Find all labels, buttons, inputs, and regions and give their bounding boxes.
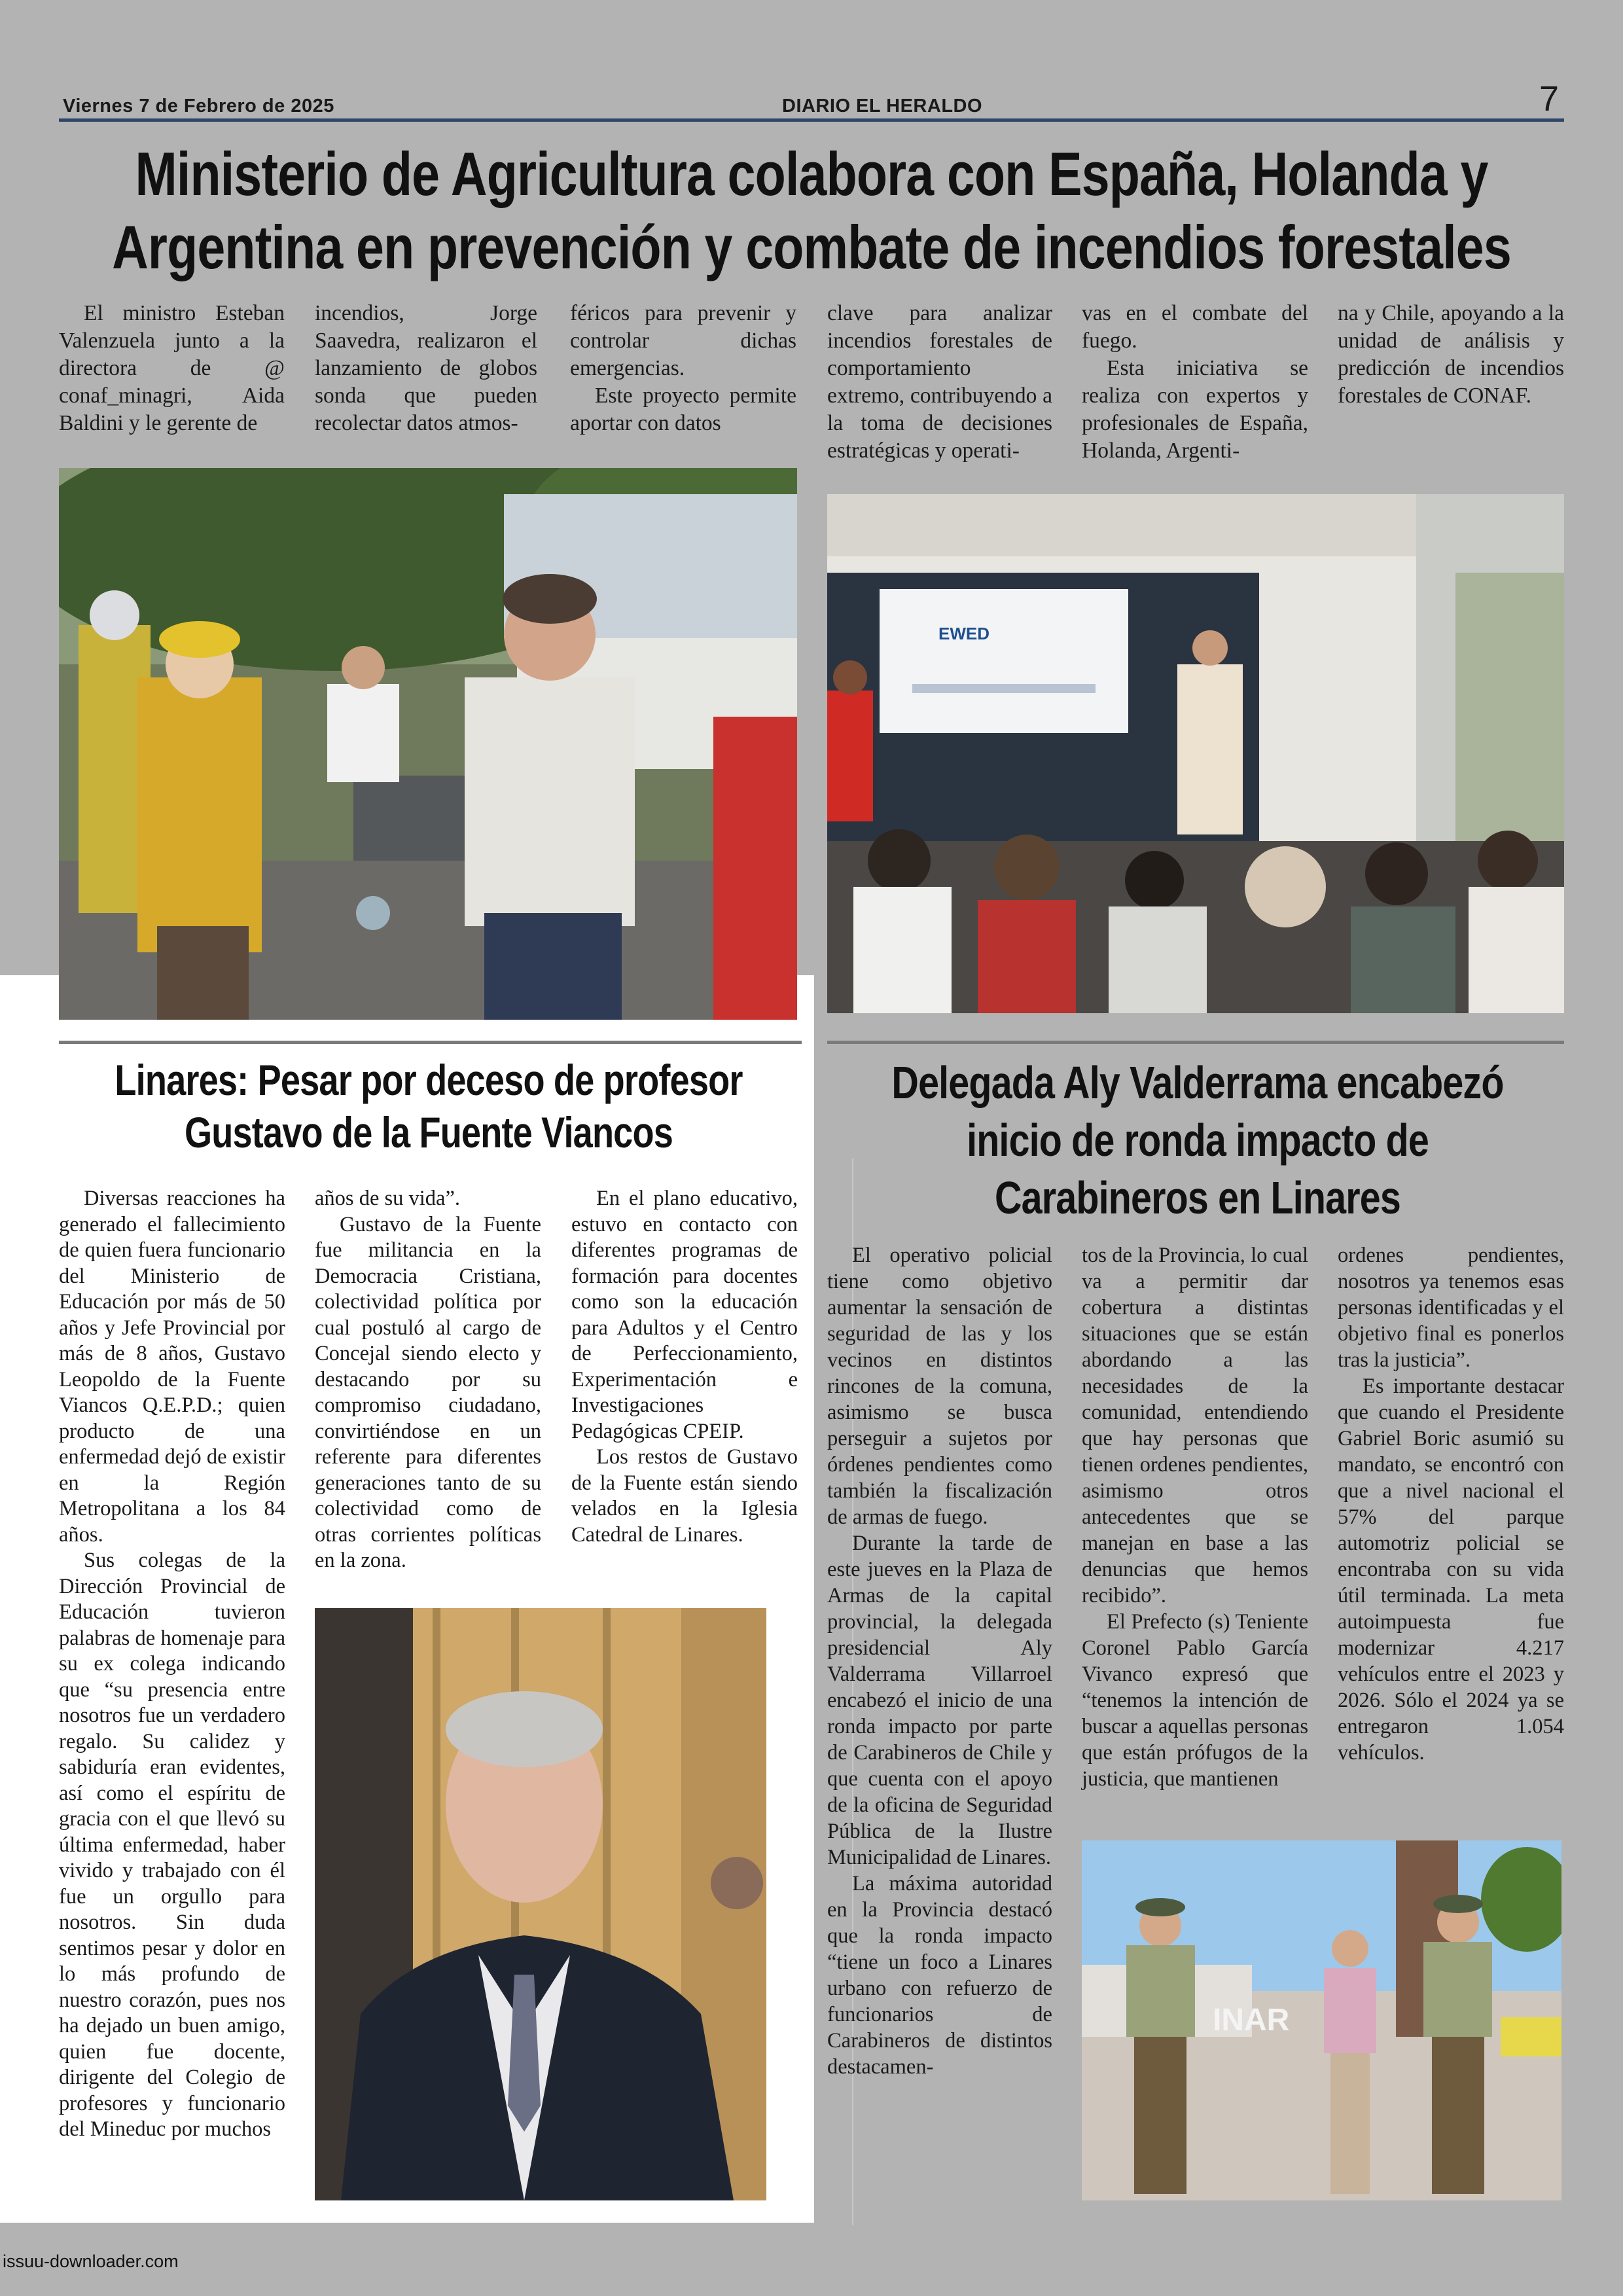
page-number: 7 — [1539, 79, 1560, 118]
linares-article-col-1 — [59, 1186, 285, 2143]
paragraph: Los restos de Gustavo de la Fuente están siendo velados en la Iglesia Catedral de Linares. — [571, 1445, 798, 1547]
newspaper-name: DIARIO EL HERALDO — [782, 96, 983, 117]
paragraph: La máxima autoridad en la Provincia destacó que la ronda impacto “tiene un foco a Linares urbano con refuerzo de funcionarios de Carabineros de distintos destacamen- — [827, 1872, 1052, 2079]
main-article-col-6 — [1338, 300, 1564, 410]
valderrama-headline-line-2: inicio de ronda impacto de — [967, 1115, 1429, 1166]
paragraph: vas en el combate del fuego. — [1082, 301, 1308, 353]
header-rule — [59, 118, 1564, 122]
photo-carabineros-plaza — [1082, 1840, 1561, 2200]
main-article-col-4 — [827, 300, 1052, 465]
paragraph: Esta iniciativa se realiza con expertos y profesionales de España, Holanda, Argenti- — [1082, 356, 1308, 463]
paragraph: féricos para prevenir y controlar dichas emergencias. — [570, 301, 796, 380]
valderrama-headline-line-1: Delegada Aly Valderrama encabezó — [891, 1057, 1504, 1108]
photo-gustavo-de-la-fuente — [315, 1608, 766, 2200]
section-rule-left — [59, 1041, 802, 1044]
paragraph: El ministro Esteban Valenzuela junto a la directora de @ conaf_minagri, Aida Baldini y le gerente de — [59, 301, 285, 435]
paragraph: incendios, Jorge Saavedra, realizaron el lanzamiento de globos sonda que pueden recolectar datos atmos- — [315, 301, 537, 435]
plaza-sign-text: INAR — [1213, 2003, 1290, 2037]
paragraph: Es importante destacar que cuando el Presidente Gabriel Boric asumió su mandato, se encontró con que a nivel nacional el 57% del parque automotriz policial se encontraba con su vida útil terminada. La meta autoimpuesta fue modernizar 4.217 vehículos entre el 2023 y 2026. Sólo el 2024 ya se entregaron 1.054 vehículos. — [1338, 1374, 1564, 1765]
paragraph: Este proyecto permite aportar con datos — [570, 384, 796, 435]
section-rule-right — [827, 1041, 1564, 1044]
paragraph: Durante la tarde de este jueves en la Plaza de Armas de la capital provincial, la delegada presidencial Aly Valderrama Villarroel encabezó el inicio de una ronda impacto por parte de Carabineros de Chile y que cuenta con el apoyo de la oficina de Seguridad Pública de la Ilustre Municipalidad de Linares. — [827, 1532, 1052, 1869]
main-article-col-5 — [1082, 300, 1308, 465]
watermark: issuu-downloader.com — [3, 2251, 179, 2271]
paragraph: tos de la Provincia, lo cual va a permitir dar cobertura a distintas situaciones que se están abordando a las necesidades de la comunidad, entendiendo que hay personas que tienen ordenes pendientes, asimismo otros antecedentes que se manejan en base a las denuncias que hemos recibido”. — [1082, 1244, 1308, 1607]
issue-date: Viernes 7 de Febrero de 2025 — [63, 96, 334, 117]
valderrama-headline-line-3: Carabineros en Linares — [995, 1172, 1400, 1223]
paragraph: clave para analizar incendios forestales de comportamiento extremo, contribuyendo a la toma de decisiones estratégicas y operati- — [827, 301, 1052, 463]
paragraph: Sus colegas de la Dirección Provincial de Educación tuvieron palabras de homenaje para su ex colega indicando que “su presencia entre nosotros fue un verdadero regalo. Su calidez y sabiduría eran evidentes, así como el espíritu de gracia con el que llevó su última enfermedad, haber vivido y trabajado con él fue un orgullo para nosotros. Sin duda sentimos pesar y dolor en lo más profundo de nuestro corazón, pues nos ha dejado un buen amigo, quien fue docente, dirigente del Colegio de profesores y funcionario del Mineduc por muchos — [59, 1549, 285, 2141]
photo-presentation-room — [827, 494, 1564, 1013]
valderrama-headline — [849, 1054, 1546, 1227]
linares-headline-line-1: Linares: Pesar por deceso de profesor — [115, 1056, 743, 1104]
main-headline-line-2: Argentina en prevención y combate de incendios forestales — [112, 213, 1511, 281]
photo-minister-firefighters — [59, 468, 797, 1020]
paragraph: Gustavo de la Fuente fue militancia en la Democracia Cristiana, colectividad política por cual postuló al cargo de Concejal siendo electo y destacando por su compromiso ciudadano, convirtiéndose en un referente para diferentes generaciones tanto de su colectividad como de otras corrientes políticas en la zona. — [315, 1212, 541, 1572]
valderrama-article-col-1 — [827, 1242, 1052, 2080]
paragraph: na y Chile, apoyando a la unidad de análisis y predicción de incendios forestales de CONAF. — [1338, 301, 1564, 408]
paragraph: Diversas reacciones ha generado el fallecimiento de quien fuera funcionario del Ministerio de Educación por más de 50 años y Jefe Provincial por más de 8 años, Gustavo Leopoldo de la Fuente Viancos Q.E.P.D.; quien producto de una enfermedad dejó de existir en la Región Metropolitana a los 84 años. — [59, 1187, 285, 1547]
linares-article-col-3 — [571, 1186, 798, 1548]
linares-article-col-2 — [315, 1186, 541, 1574]
valderrama-article-col-3 — [1338, 1242, 1564, 1766]
main-headline-line-1: Ministerio de Agricultura colabora con España, Holanda y — [135, 139, 1488, 208]
linares-headline-line-2: Gustavo de la Fuente Viancos — [185, 1108, 673, 1157]
main-article-col-3 — [570, 300, 796, 437]
paragraph: En el plano educativo, estuvo en contacto con diferentes programas de formación para docentes como son la educación para Adultos y el Centro de Perfeccionamiento, Experimentación e Investigaciones Pedagógicas CPEIP. — [571, 1187, 798, 1443]
valderrama-article-col-2 — [1082, 1242, 1308, 1792]
slide-title: EWED — [938, 624, 990, 643]
linares-headline — [99, 1054, 759, 1158]
paragraph: El operativo policial tiene como objetivo aumentar la sensación de seguridad de las y los vecinos en distintos rincones de la comuna, asimismo se busca perseguir a sujetos por órdenes pendientes como también la fiscalización de armas de fuego. — [827, 1244, 1052, 1529]
main-article-col-1 — [59, 300, 285, 437]
paragraph: años de su vida”. — [315, 1187, 461, 1210]
main-article-col-2 — [315, 300, 537, 437]
paragraph: El Prefecto (s) Teniente Coronel Pablo García Vivanco expresó que “tenemos la intención de buscar a aquellas personas que están prófugos de la justicia, que mantienen — [1082, 1610, 1308, 1791]
main-headline — [82, 137, 1541, 284]
paragraph: ordenes pendientes, nosotros ya tenemos esas personas identificadas y el objetivo final es ponerlos tras la justicia”. — [1338, 1244, 1564, 1372]
